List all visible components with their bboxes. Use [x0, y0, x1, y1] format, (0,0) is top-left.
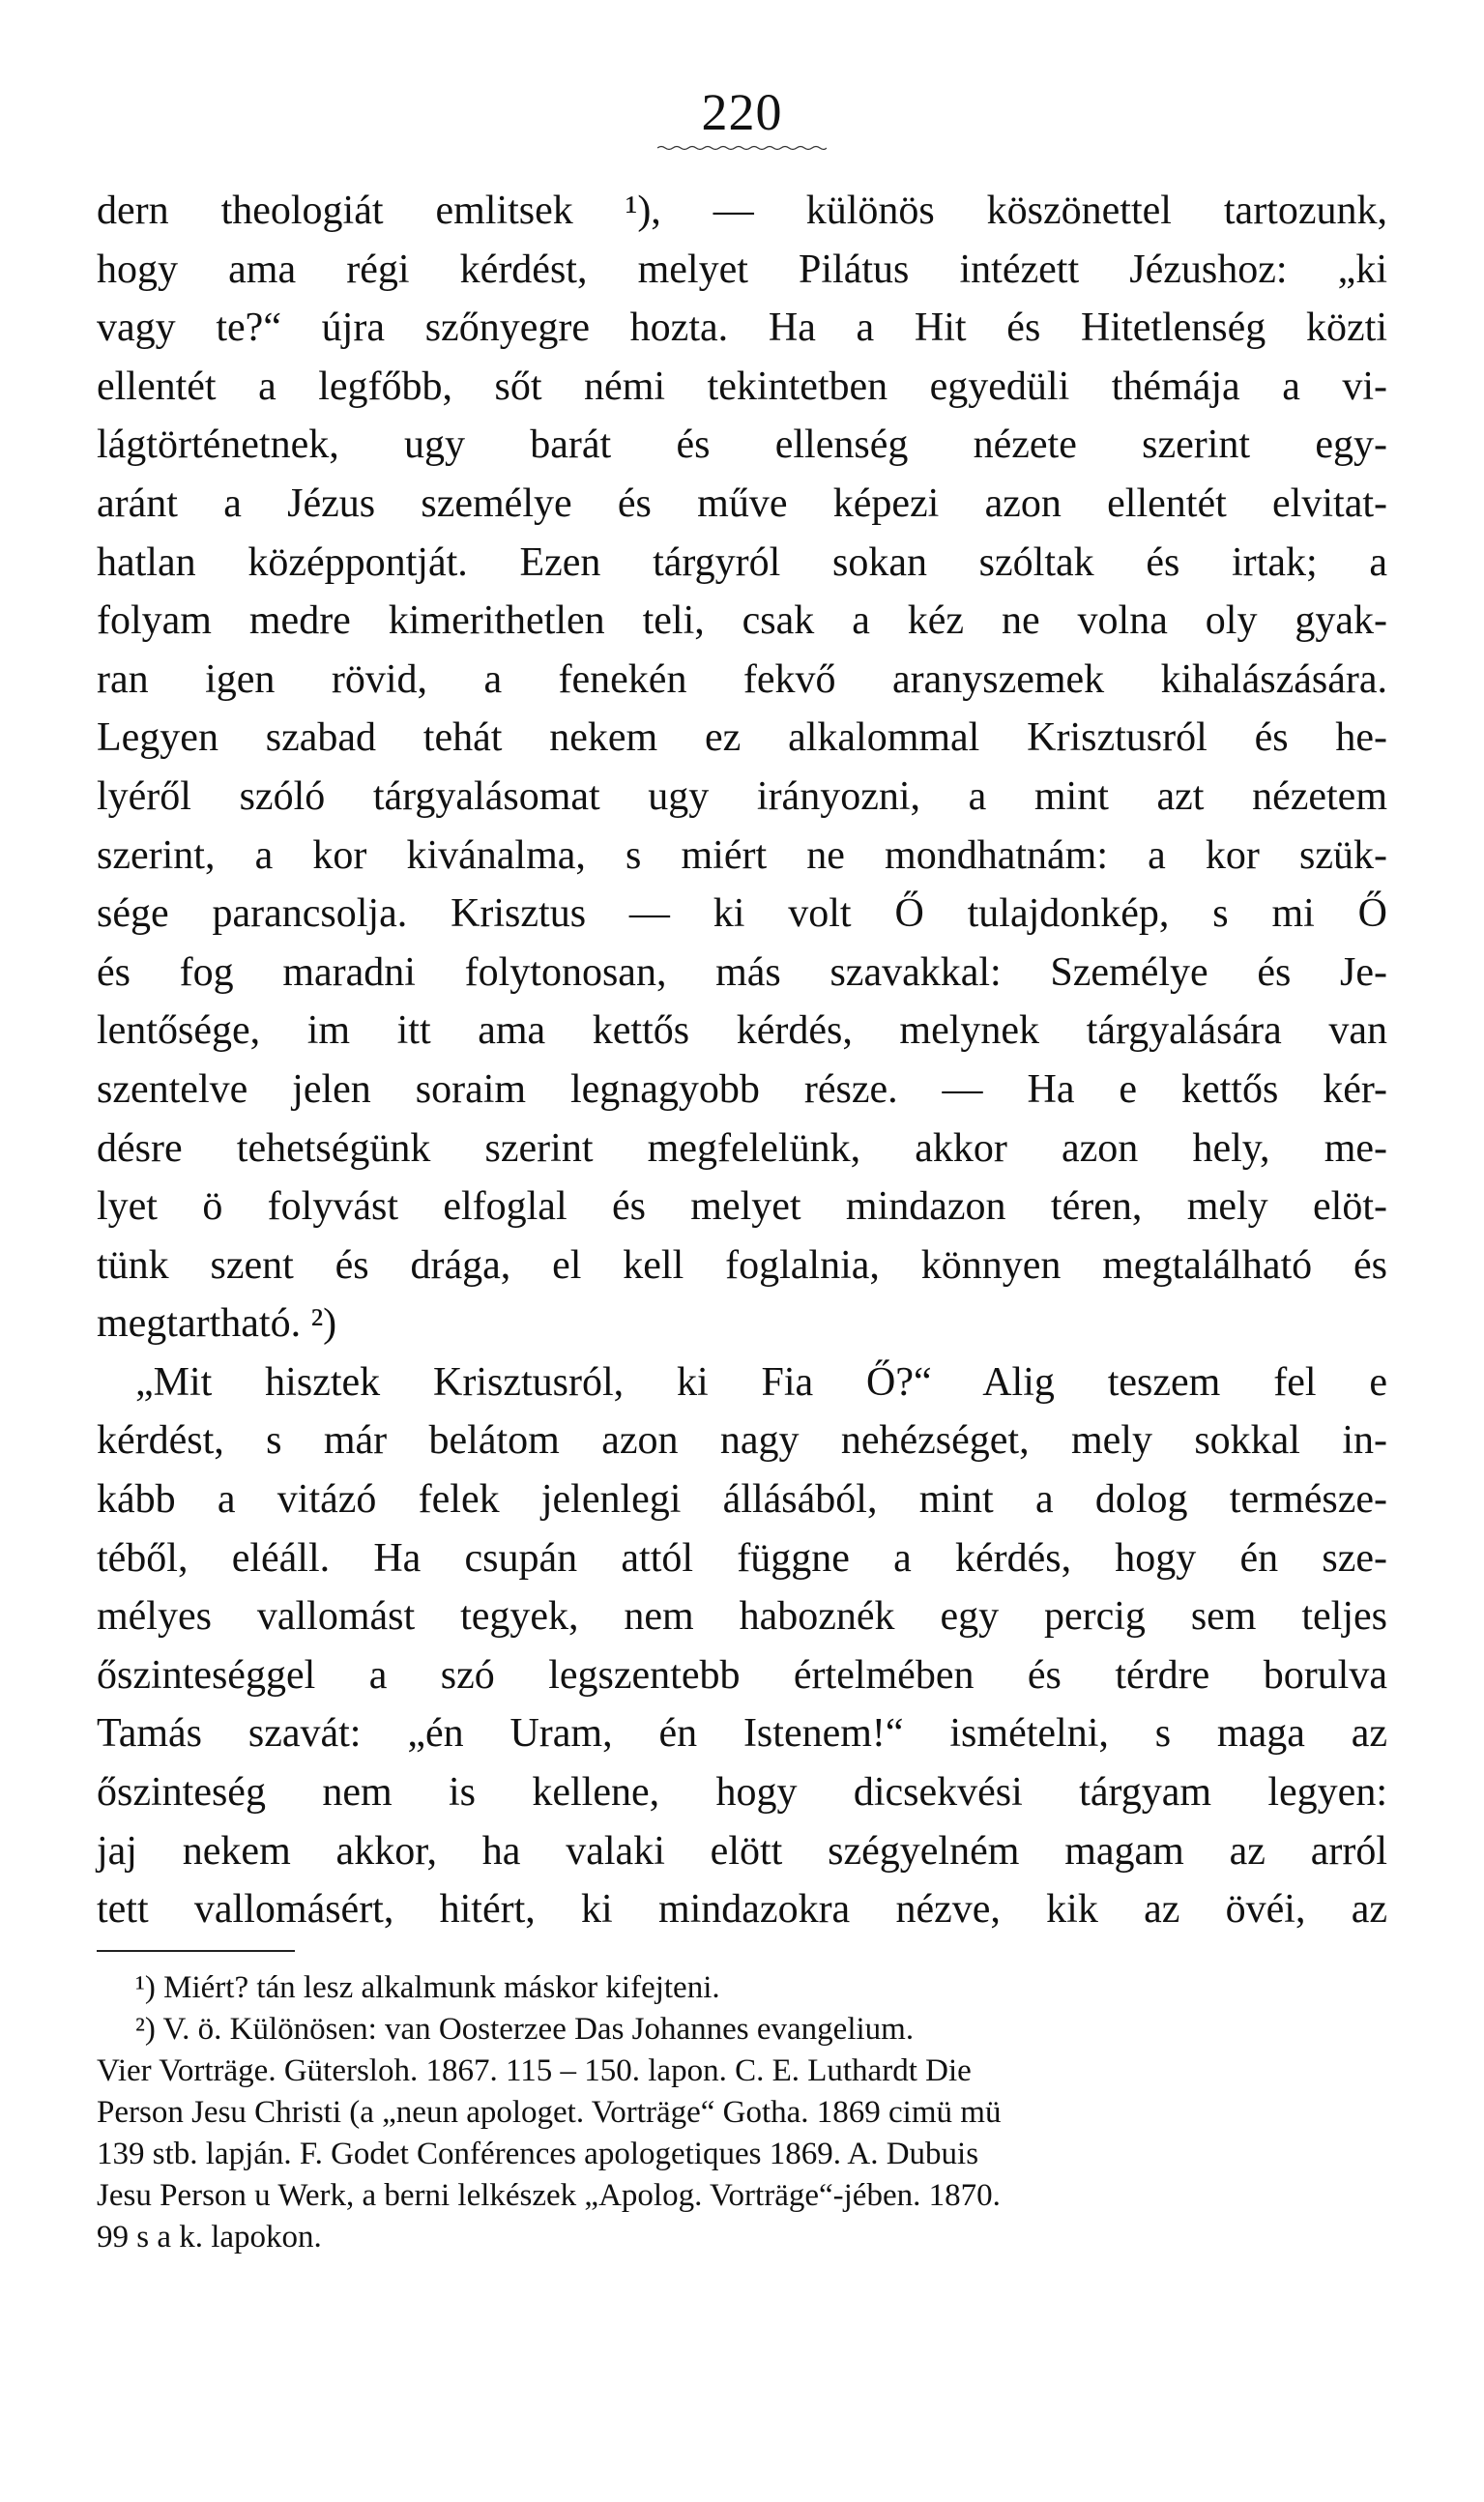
text-line: őszinteség nem is kellene, hogy dicsekvési tárgyam legyen: [97, 1770, 1387, 1816]
footnote-line: Jesu Person u Werk, a berni lelkészek „Apolog. Vorträge“-jében. 1870. [97, 2178, 1001, 2213]
footnote-divider [97, 1950, 295, 1952]
page-number-ornament [657, 145, 827, 151]
footnote-line: ²) V. ö. Különösen: van Oosterzee Das Johannes evangelium. [135, 2012, 915, 2047]
text-line: mélyes vallomást tegyek, nem haboznék egy percig sem teljes [97, 1594, 1387, 1640]
text-line: dern theologiát emlitsek ¹), — különös köszönettel tartozunk, [97, 189, 1387, 233]
page-number: 220 [701, 83, 783, 141]
text-line: hatlan középpontját. Ezen tárgyról sokan szóltak és irtak; a [97, 539, 1387, 585]
text-line: hogy ama régi kérdést, melyet Pilátus intézett Jézushoz: „ki [97, 247, 1387, 292]
text-line: Legyen szabad tehát nekem ez alkalommal Krisztusról és he- [97, 715, 1387, 761]
text-line: jaj nekem akkor, ha valaki elött szégyelném magam az arról [97, 1828, 1387, 1874]
text-line: lyet ö folyvást elfoglal és melyet mindazon téren, mely elöt- [97, 1184, 1387, 1230]
footnotes [97, 1967, 1387, 2258]
text-line: aránt a Jézus személye és műve képezi azon ellentét elvitat- [97, 480, 1387, 526]
text-line: megtartható. ²) [97, 1301, 337, 1347]
text-line: lyéről szóló tárgyalásomat ugy irányozni, a mint azt nézetem [97, 773, 1387, 819]
text-line: szentelve jelen soraim legnagyobb része. — Ha e kettős kér- [97, 1066, 1387, 1112]
text-line: őszinteséggel a szó legszentebb értelmében és térdre borulva [97, 1652, 1387, 1698]
text-line: folyam medre kimerithetlen teli, csak a kéz ne volna oly gyak- [97, 598, 1387, 644]
text-line: téből, eléáll. Ha csupán attól függne a kérdés, hogy én sze- [97, 1535, 1387, 1581]
text-line: és fog maradni folytonosan, más szavakkal: Személye és Je- [97, 949, 1387, 995]
text-line: szerint, a kor kivánalma, s miért ne mondhatnám: a kor szük- [97, 832, 1387, 878]
text-line: sége parancsolja. Krisztus — ki volt Ő tulajdonkép, s mi Ő [97, 891, 1387, 937]
text-line: ran igen rövid, a fenekén fekvő aranyszemek kihalászására. [97, 656, 1387, 702]
text-line: tünk szent és drága, el kell foglalnia, könnyen megtalálható és [97, 1242, 1387, 1288]
footnote-line: Vier Vorträge. Gütersloh. 1867. 115 – 150. lapon. C. E. Luthardt Die [97, 2053, 972, 2088]
text-line: kérdést, s már belátom azon nagy nehézséget, mely sokkal in- [97, 1418, 1387, 1464]
text-line: Tamás szavát: „én Uram, én Istenem!“ ismételni, s maga az [97, 1711, 1387, 1757]
footnote-line: ¹) Miért? tán lesz alkalmunk máskor kifejteni. [135, 1970, 720, 2005]
text-line: vagy te?“ újra szőnyegre hozta. Ha a Hit és Hitetlenség közti [97, 305, 1387, 351]
text-line: lentősége, im itt ama kettős kérdés, melynek tárgyalására van [97, 1008, 1387, 1054]
text-line: tett vallomásért, hitért, ki mindazokra nézve, kik az övéi, az [97, 1887, 1387, 1933]
main-text [97, 182, 1387, 1939]
footnote-line: 139 stb. lapján. F. Godet Conférences apologetiques 1869. A. Dubuis [97, 2137, 979, 2171]
text-line: lágtörténetnek, ugy barát és ellenség nézete szerint egy- [97, 422, 1387, 468]
text-line: „Mit hisztek Krisztusról, ki Fia Ő?“ Alig teszem fel e [135, 1359, 1387, 1405]
text-line: ellentét a legfőbb, sőt némi tekintetben egyedüli thémája a vi- [97, 364, 1387, 409]
footnote-line: 99 s a k. lapokon. [97, 2220, 322, 2255]
text-line: désre tehetségünk szerint megfelelünk, akkor azon hely, me- [97, 1125, 1387, 1171]
footnote-line: Person Jesu Christi (a „neun apologet. Vorträge“ Gotha. 1869 cimü mü [97, 2095, 1002, 2130]
text-line: kább a vitázó felek jelenlegi állásából, mint a dolog természe- [97, 1477, 1387, 1523]
